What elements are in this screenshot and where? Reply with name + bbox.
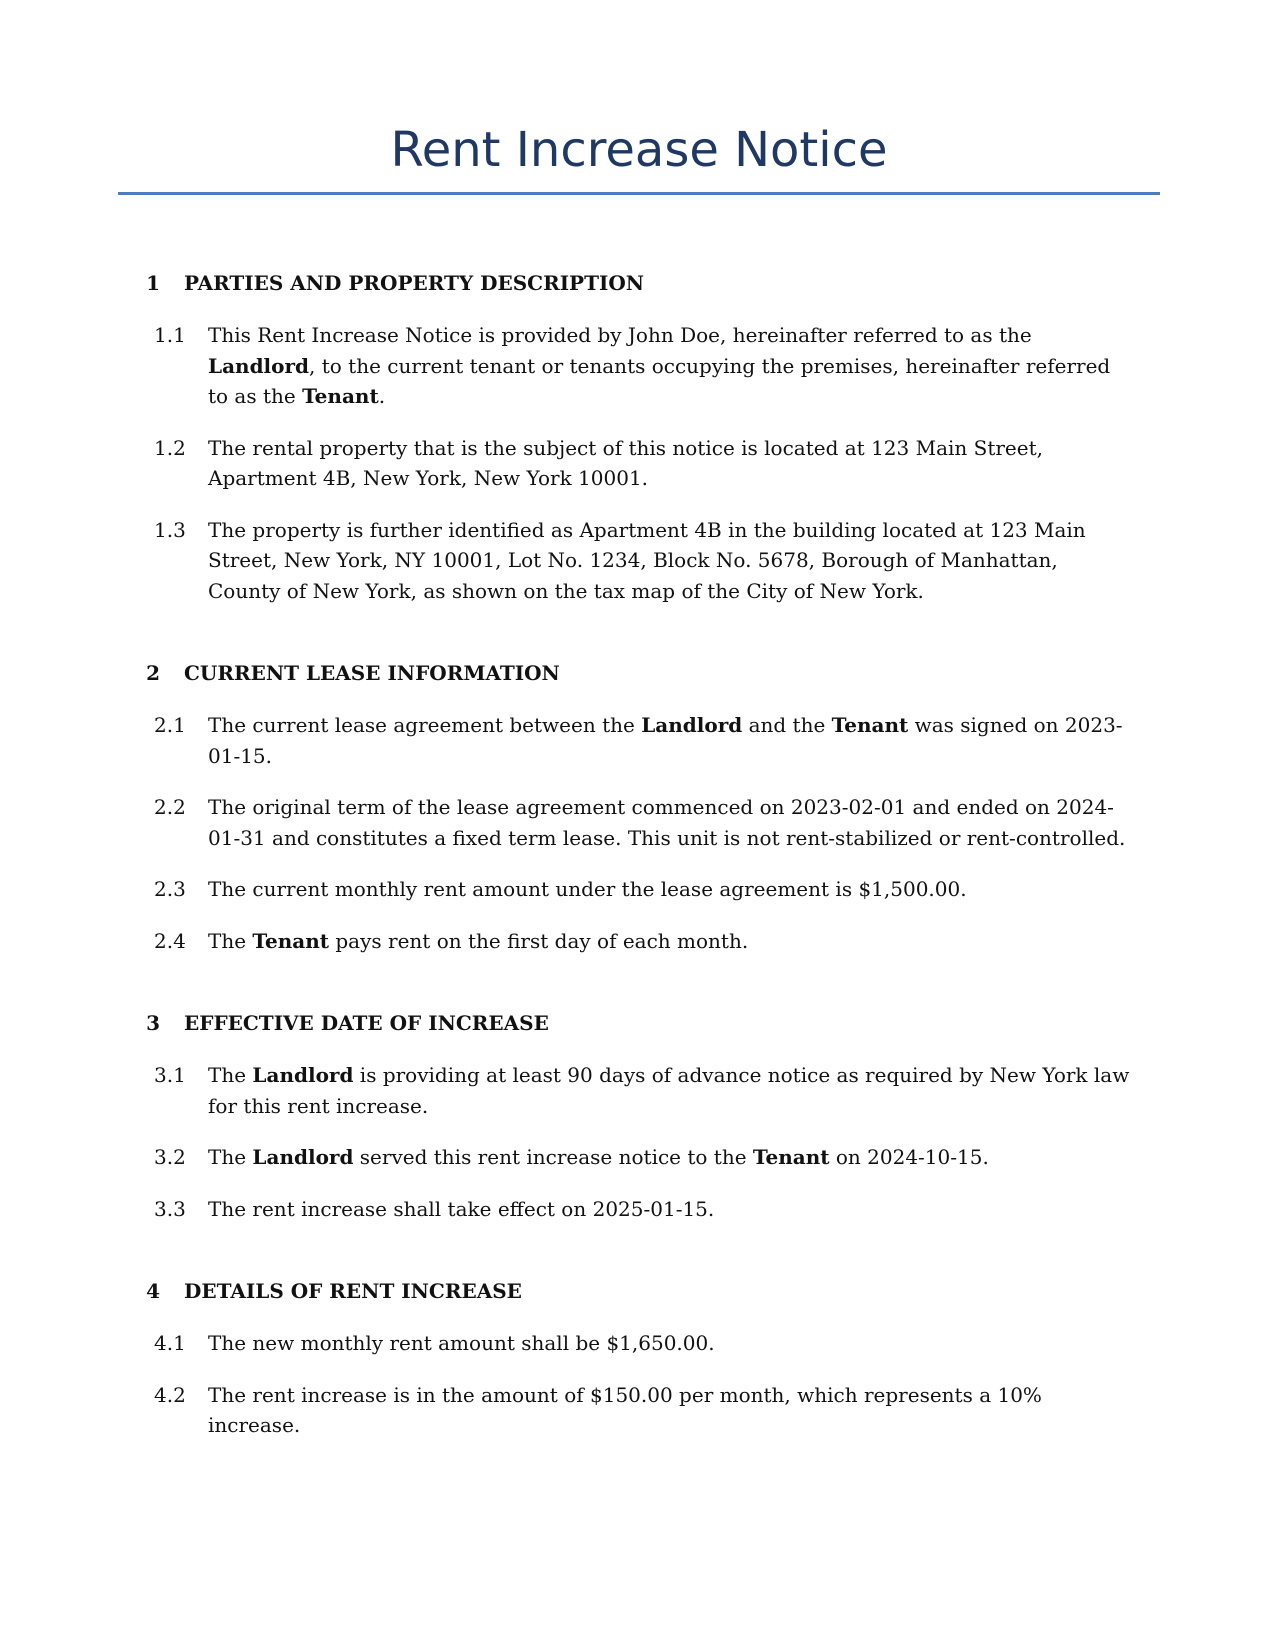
clause-number: 3.1 [154, 1063, 186, 1087]
clause [118, 1060, 1160, 1121]
clause-text-run: pays rent on the first day of each month. [329, 928, 749, 953]
section-heading [118, 1276, 1160, 1306]
document-body [118, 268, 1160, 1493]
clause-number: 4.1 [154, 1331, 186, 1355]
defined-term: Landlord [252, 1063, 354, 1087]
defined-term: Tenant [302, 384, 379, 408]
section-title: CURRENT LEASE INFORMATION [184, 661, 560, 685]
section-heading [118, 1008, 1160, 1038]
section-title: EFFECTIVE DATE OF INCREASE [184, 1011, 549, 1035]
clause-text-run: The property is further identified as Apartment 4B in the building located at 123 Main Street, New York, NY 10001, Lot No. 1234, Block No. 5678, Borough of Manhattan, County of New York, as shown on the tax map of the City of New York. [208, 517, 1086, 603]
clause [118, 320, 1160, 412]
defined-term: Landlord [208, 353, 310, 378]
clause [118, 926, 1160, 957]
clause-text-run: , to the current tenant or tenants occupying the premises, hereinafter referred to as the [208, 353, 1111, 408]
clause-text-run: is providing at least 90 days of advance notice as required by New York law for this rent increase. [208, 1063, 1130, 1118]
clause-text [208, 320, 1160, 412]
clause-number: 2.4 [154, 928, 186, 953]
clause-text [208, 1060, 1160, 1121]
clause [118, 792, 1160, 853]
clause-text [208, 792, 1160, 853]
defined-term: Tenant [752, 1145, 830, 1169]
clause-number: 4.2 [154, 1382, 186, 1407]
clause-text-run: The new monthly rent amount shall be $1,650.00. [208, 1331, 715, 1355]
clause-text-run: on 2024-10-15. [829, 1145, 989, 1169]
clause [118, 710, 1160, 771]
clause-number: 3.3 [154, 1196, 186, 1221]
clause [118, 1194, 1160, 1225]
clause-text-run: The rental property that is the subject of this notice is located at 123 Main Street, Apartment 4B, New York, New York 10001. [208, 435, 1043, 490]
clause [118, 1328, 1160, 1359]
clause-text-run: served this rent increase notice to the [353, 1145, 753, 1169]
clause-text [208, 1142, 1160, 1173]
clause [118, 1380, 1160, 1441]
clause-text-run: The original term of the lease agreement commenced on 2023-02-01 and ended on 2024-01-31 and constitutes a fixed term lease. This unit is not rent-stabilized or rent-controlled. [208, 795, 1126, 850]
section-number: 2 [146, 661, 160, 685]
section-number: 3 [146, 1011, 160, 1035]
clause-number: 2.3 [154, 877, 186, 901]
clause-number: 3.2 [154, 1145, 186, 1169]
clause-text-run: The current lease agreement between the [208, 713, 642, 737]
clause-text [208, 1328, 1160, 1359]
clause-text-run: The [208, 1063, 253, 1087]
clause-text-run: This Rent Increase Notice is provided by John Doe, hereinafter referred to as the [208, 323, 1032, 347]
defined-term: Landlord [641, 713, 743, 737]
clause-number: 2.1 [154, 713, 186, 737]
section-title: DETAILS OF RENT INCREASE [184, 1279, 522, 1303]
clause-text-run: The rent increase shall take effect on 2025-01-15. [208, 1196, 715, 1221]
defined-term: Tenant [252, 928, 330, 953]
clause-text [208, 433, 1160, 494]
clause-number: 1.1 [154, 323, 186, 347]
clause-text-run: The [208, 928, 253, 953]
section-number: 1 [146, 271, 160, 295]
title-divider [118, 192, 1160, 195]
defined-term: Landlord [252, 1145, 354, 1169]
document-title: Rent Increase Notice [390, 122, 888, 178]
clause-text [208, 1380, 1160, 1441]
clause-text-run: The rent increase is in the amount of $150.00 per month, which represents a 10% increase. [208, 1382, 1042, 1437]
clause-text [208, 926, 1160, 957]
clause-number: 1.2 [154, 435, 186, 460]
clause [118, 433, 1160, 494]
defined-term: Tenant [831, 713, 909, 737]
section-number: 4 [146, 1279, 160, 1303]
clause-text [208, 1194, 1160, 1225]
clause-text [208, 515, 1160, 607]
section-title: PARTIES AND PROPERTY DESCRIPTION [184, 271, 645, 295]
section-4 [118, 1276, 1160, 1441]
section-heading [118, 658, 1160, 688]
section-2 [118, 658, 1160, 956]
clause [118, 1142, 1160, 1173]
clause-text-run: The [208, 1145, 253, 1169]
clause-text-run: The current monthly rent amount under the lease agreement is $1,500.00. [208, 877, 967, 901]
clause-text-run: was signed on 2023-01-15. [208, 713, 1123, 768]
clause-number: 2.2 [154, 795, 186, 819]
section-heading [118, 268, 1160, 298]
clause [118, 515, 1160, 607]
clause-text [208, 710, 1160, 771]
section-3 [118, 1008, 1160, 1224]
clause-text-run: and the [742, 713, 832, 737]
clause-number: 1.3 [154, 517, 186, 542]
clause-text-run: . [378, 384, 386, 408]
section-1 [118, 268, 1160, 606]
clause [118, 874, 1160, 905]
clause-text [208, 874, 1160, 905]
